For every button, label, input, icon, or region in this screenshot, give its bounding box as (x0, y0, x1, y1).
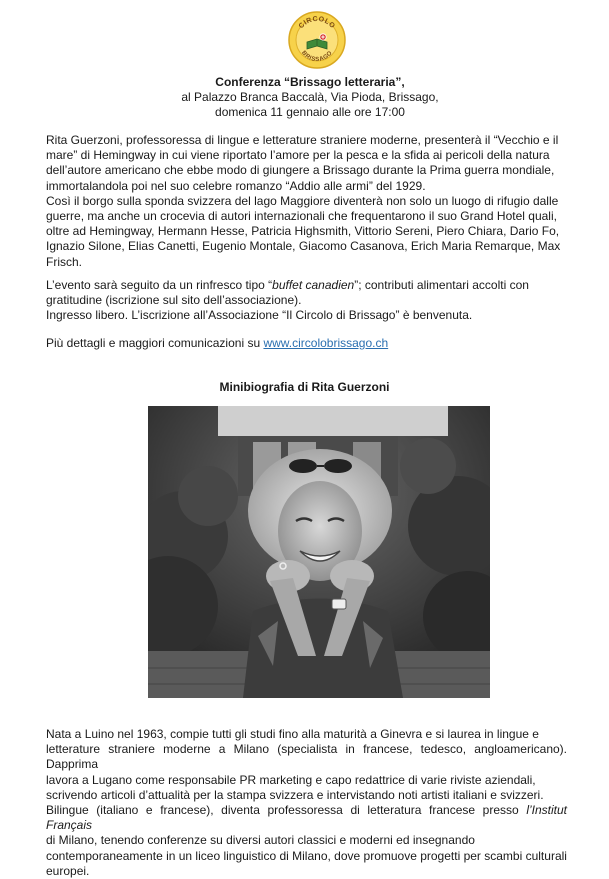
event-date: domenica 11 gennaio alle ore 17:00 (215, 105, 405, 119)
intro-line: oltre ad Hemingway, Hermann Hesse, Patricia Highsmith, Vittorio Sereni, Piero Chiara, Dario Fo, (46, 224, 560, 239)
portrait-photo (148, 406, 490, 698)
event-line1-start: L’evento sarà seguito da un rinfresco tipo “ (46, 278, 273, 292)
bio-line5-start: Bilingue (italiano e francese), diventa professoressa di letteratura francese presso (46, 803, 527, 818)
intro-line: Così il borgo sulla sponda svizzera del lago Maggiore diventerà non solo un luogo di rifugio dalle (46, 193, 559, 208)
logo-top-text: CIRCOLO (297, 15, 337, 31)
details-text: Più dettagli e maggiori comunicazioni su (46, 336, 264, 350)
institut-francais-label: l’Institut Français (46, 803, 567, 833)
intro-line: mare” di Hemingway in cui viene riportato l’amore per la pesca e la sfida ai pericoli della natura (46, 148, 550, 163)
bio-line: contemporaneamente in un liceo linguistico di Milano, dove promuove progetti per scambi culturali (46, 848, 567, 863)
intro-line: guerre, ma anche un crocevia di autori internazionali che frequentarono il suo Grand Hotel quali, (46, 209, 557, 224)
intro-line: Rita Guerzoni, professoressa di lingue e letterature straniere moderne, presenterà il “Vecchio e il (46, 133, 559, 147)
bio-paragraph (46, 727, 567, 879)
bio-line (46, 803, 567, 833)
event-location: al Palazzo Branca Baccalà, Via Pioda, Brissago, (181, 90, 439, 104)
intro-paragraph (46, 133, 567, 270)
logo-bottom-text: BRISSAGO (300, 50, 334, 64)
intro-line: Frisch. (46, 254, 82, 269)
event-line1-end: ”; contributi alimentari accolti con (354, 278, 529, 292)
event-line: gratitudine (iscrizione sul sito dell’associazione). (46, 293, 302, 308)
buffet-label: buffet canadien (272, 278, 355, 292)
event-paragraph (46, 278, 567, 324)
bio-line: Nata a Luino nel 1963, compie tutti gli studi fino alla maturità a Ginevra e si laurea in lingue e (46, 727, 539, 741)
portrait-image-icon (148, 406, 490, 698)
intro-line: immortalandola poi nel suo celebre romanzo “Addio alle armi” del 1929. (46, 178, 426, 193)
bio-line: di Milano, tenendo conferenze su diversi autori classici e moderni ed insegnando (46, 833, 475, 848)
bio-line: lavora a Lugano come responsabile PR marketing e capo redattrice di varie riviste aziendali, (46, 772, 536, 787)
event-title: Conferenza “Brissago letteraria”, (215, 75, 405, 89)
logo-emblem-icon (287, 10, 347, 70)
event-heading (100, 75, 520, 120)
bio-line: europei. (46, 863, 90, 878)
event-line (46, 278, 567, 293)
intro-line: dell’autore americano che ebbe modo di giungere a Brissago durante la Prima guerra mondiale, (46, 163, 555, 178)
website-link[interactable]: www.circolobrissago.ch (263, 336, 389, 350)
details-paragraph (46, 336, 567, 351)
bio-line: scrivendo articoli d’attualità per la stampa svizzera e intervistando noti artisti italiani e svizzeri. (46, 787, 544, 802)
intro-line: Ignazio Silone, Elias Canetti, Eugenio Montale, Giacomo Casanova, Erich Maria Remarque, Max (46, 239, 561, 254)
event-line: Ingresso libero. L’iscrizione all’Associazione “Il Circolo di Brissago” è benvenuta. (46, 308, 473, 323)
bio-line: letterature straniere moderne a Milano (specialista in francese, tedesco, angloamericano). Dapprima (46, 742, 567, 772)
bio-title: Minibiografia di Rita Guerzoni (219, 380, 390, 394)
circolo-brissago-logo (287, 10, 347, 70)
